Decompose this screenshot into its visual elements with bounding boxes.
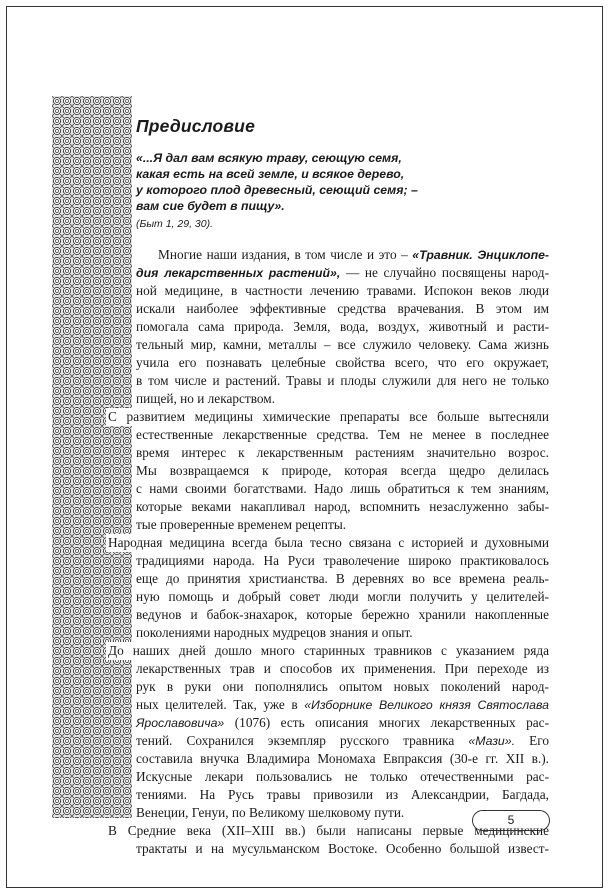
text-line: пищей, но и лекарством. (136, 391, 276, 406)
text-line: Ярославовича» (1076) есть описания многих лекарственных рас- (136, 715, 549, 730)
text-line: тельный мир, камни, металлы – все служило человеку. Сама жизнь (136, 337, 549, 352)
page-title: Предисловие (136, 116, 256, 136)
text-line: ной медицине, в частности лечению травами. Испокон веков люди (136, 283, 549, 298)
text-line: искали наиболее эффективные средства врачевания. В этом им (136, 301, 549, 316)
text-line: составила внучка Владимира Мономаха Евпраксия (30-е гг. XII в.). (136, 751, 549, 766)
text-line: которые веками накапливал народ, вспомнить незаслуженно забы- (136, 499, 549, 514)
ornament-pattern-strip (52, 96, 132, 818)
text-line: ведунов и бабок-знахарок, которые бережно хранили накопленные (136, 607, 549, 622)
text-line: учила его познавать целебные свойства всего, что его окружает, (136, 355, 549, 370)
epigraph-line: вам сие будет в пищу». (136, 199, 285, 213)
text-line: тые проверенные временем рецепты. (136, 517, 347, 532)
text-line: В Средние века (XII–XIII вв.) были написаны первые медицинские (108, 823, 549, 838)
epigraph-line: «...Я дал вам всякую траву, сеющую семя, (136, 151, 402, 165)
text-line: ных целителей. Так, уже в «Изборнике Великого князя Святослава (136, 697, 549, 712)
text-line: трактаты и на мусульманском Востоке. Особенно большой извест- (136, 841, 549, 856)
page-number: 5 (472, 810, 550, 831)
text-line: Многие наши издания, в том числе и это – «Травник. Энциклопе- (158, 247, 550, 262)
text-line: поколениями народных мудрецов знания и опыт. (136, 625, 413, 640)
text-line: тениями. На Русь травы привозили из Александрии, Багдада, (136, 787, 549, 802)
text-line: с нами своими богатствами. Надо лишь обратиться к тем знаниям, (136, 481, 549, 496)
text-line: помогала сама природа. Земля, вода, воздух, животный и расти- (136, 319, 549, 334)
text-line: естественные лекарственные средства. Тем не менее в последнее (136, 427, 549, 442)
text-line: в том числе и растений. Травы и плоды служили для него не только (136, 373, 549, 388)
text-line: тений. Сохранился экземпляр русского травника «Мази». Его (136, 733, 550, 748)
text-line: Мы возвращаемся к природе, которая всегда щедро делилась (136, 463, 549, 478)
text-line: время интерес к лекарственным растениям значительно возрос. (136, 445, 549, 460)
text-line: лекарственных трав и способов их применения. При переходе из (136, 661, 549, 676)
text-line: ную помощь и добрый совет люди могли получить у целителей- (136, 589, 549, 604)
text-line: С развитием медицины химические препараты все больше вытесняли (108, 409, 549, 424)
epigraph-reference: (Быт 1, 29, 30). (136, 218, 214, 230)
text-line: До наших дней дошло много старинных травников с указанием ряда (108, 643, 549, 658)
epigraph-line: какая есть на всей земле, и всякое дерево, (136, 167, 405, 181)
text-line: рук в руки они пополнялись опытом новых поколений народ- (136, 679, 549, 694)
epigraph-line: у которого плод древесный, сеющий семя; – (136, 183, 418, 197)
text-line: традициями народа. На Руси траволечение широко практиковалось (136, 553, 549, 568)
text-line: еще до принятия христианства. В деревнях во все времена реаль- (136, 571, 549, 586)
text-line: Венеции, Генуи, по Великому шелковому пути. (136, 805, 405, 820)
epigraph (136, 150, 436, 232)
text-line: Народная медицина всегда была тесно связана с историей и духовными (108, 535, 549, 550)
text-line: дия лекарственных растений», — не случайно посвящены народ- (136, 265, 549, 280)
text-line: Искусные лекари пользовались не только отечественными рас- (136, 769, 549, 784)
